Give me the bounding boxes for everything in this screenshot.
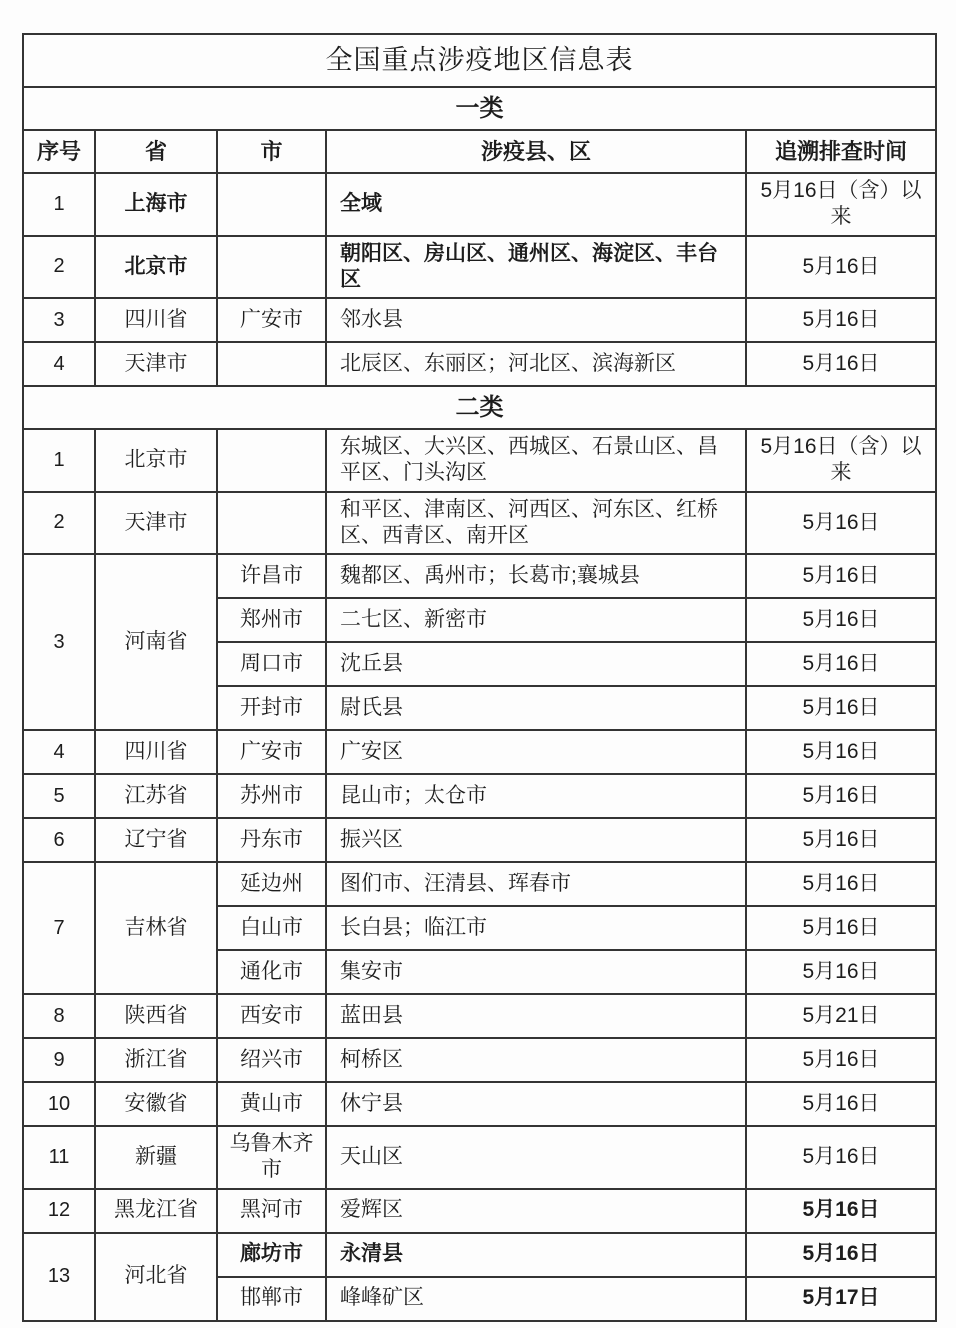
table-row <box>23 342 936 386</box>
cell-index: 2 <box>23 492 95 555</box>
cell-city: 广安市 <box>217 298 326 342</box>
header-row <box>23 130 936 173</box>
cell-city: 绍兴市 <box>217 1038 326 1082</box>
cell-time: 5月21日 <box>746 994 936 1038</box>
cell-province: 天津市 <box>95 492 217 555</box>
cell-province: 江苏省 <box>95 774 217 818</box>
cell-city: 乌鲁木齐市 <box>217 1126 326 1189</box>
cell-index: 1 <box>23 173 95 236</box>
cell-time: 5月16日 <box>746 774 936 818</box>
cell-index: 3 <box>23 298 95 342</box>
cell-city <box>217 492 326 555</box>
cell-time: 5月16日 <box>746 1189 936 1233</box>
table-row <box>23 173 936 236</box>
cell-province: 新疆 <box>95 1126 217 1189</box>
table-row <box>23 1082 936 1126</box>
table-row <box>23 1233 936 1277</box>
cell-city <box>217 342 326 386</box>
cell-areas: 爱辉区 <box>326 1189 746 1233</box>
cell-province: 陕西省 <box>95 994 217 1038</box>
cell-index: 2 <box>23 236 95 299</box>
table-title-row <box>23 34 936 87</box>
cell-city: 西安市 <box>217 994 326 1038</box>
cell-time: 5月16日（含）以来 <box>746 173 936 236</box>
cell-province: 浙江省 <box>95 1038 217 1082</box>
cell-time: 5月16日 <box>746 598 936 642</box>
cell-time: 5月16日 <box>746 950 936 994</box>
cell-time: 5月17日 <box>746 1277 936 1321</box>
cell-areas: 振兴区 <box>326 818 746 862</box>
table-row <box>23 1189 936 1233</box>
cell-province: 四川省 <box>95 730 217 774</box>
table-row <box>23 862 936 906</box>
cell-areas: 天山区 <box>326 1126 746 1189</box>
col-header-time: 追溯排查时间 <box>746 130 936 173</box>
cell-city <box>217 173 326 236</box>
cell-index: 1 <box>23 429 95 492</box>
cell-areas: 尉氏县 <box>326 686 746 730</box>
cell-time: 5月16日 <box>746 642 936 686</box>
cell-city: 开封市 <box>217 686 326 730</box>
cell-time: 5月16日 <box>746 236 936 299</box>
cell-time: 5月16日 <box>746 1038 936 1082</box>
col-header-province: 省 <box>95 130 217 173</box>
cell-city: 通化市 <box>217 950 326 994</box>
table-body <box>23 34 936 1321</box>
cell-time: 5月16日 <box>746 1233 936 1277</box>
table-row <box>23 236 936 299</box>
cell-city: 广安市 <box>217 730 326 774</box>
cell-time: 5月16日 <box>746 730 936 774</box>
cell-province: 四川省 <box>95 298 217 342</box>
cell-city: 邯郸市 <box>217 1277 326 1321</box>
cell-province: 天津市 <box>95 342 217 386</box>
cell-index: 9 <box>23 1038 95 1082</box>
cell-time: 5月16日 <box>746 554 936 598</box>
table-row <box>23 298 936 342</box>
col-header-areas: 涉疫县、区 <box>326 130 746 173</box>
col-header-city: 市 <box>217 130 326 173</box>
cell-index: 11 <box>23 1126 95 1189</box>
cell-areas: 图们市、汪清县、珲春市 <box>326 862 746 906</box>
section-band-row <box>23 386 936 429</box>
cell-time: 5月16日 <box>746 818 936 862</box>
cell-areas: 魏都区、禹州市；长葛市;襄城县 <box>326 554 746 598</box>
cell-province: 河北省 <box>95 1233 217 1321</box>
cell-index: 10 <box>23 1082 95 1126</box>
cell-city: 黄山市 <box>217 1082 326 1126</box>
cell-time: 5月16日 <box>746 862 936 906</box>
cell-time: 5月16日 <box>746 298 936 342</box>
cell-areas: 北辰区、东丽区；河北区、滨海新区 <box>326 342 746 386</box>
table-row <box>23 554 936 598</box>
cell-areas: 邻水县 <box>326 298 746 342</box>
cell-areas: 东城区、大兴区、西城区、石景山区、昌平区、门头沟区 <box>326 429 746 492</box>
cell-province: 北京市 <box>95 236 217 299</box>
cell-areas: 集安市 <box>326 950 746 994</box>
epidemic-areas-table <box>22 33 937 1322</box>
cell-city: 许昌市 <box>217 554 326 598</box>
cell-index: 13 <box>23 1233 95 1321</box>
cell-time: 5月16日 <box>746 492 936 555</box>
table-row <box>23 1038 936 1082</box>
col-header-index: 序号 <box>23 130 95 173</box>
cell-city: 白山市 <box>217 906 326 950</box>
section-label: 二类 <box>23 386 936 429</box>
cell-time: 5月16日 <box>746 342 936 386</box>
cell-city: 郑州市 <box>217 598 326 642</box>
cell-province: 北京市 <box>95 429 217 492</box>
cell-time: 5月16日 <box>746 1082 936 1126</box>
cell-areas: 休宁县 <box>326 1082 746 1126</box>
cell-time: 5月16日（含）以来 <box>746 429 936 492</box>
cell-areas: 蓝田县 <box>326 994 746 1038</box>
cell-areas: 沈丘县 <box>326 642 746 686</box>
cell-areas: 峰峰矿区 <box>326 1277 746 1321</box>
cell-city: 苏州市 <box>217 774 326 818</box>
cell-city: 廊坊市 <box>217 1233 326 1277</box>
section-band-row <box>23 87 936 130</box>
cell-city <box>217 429 326 492</box>
cell-province: 吉林省 <box>95 862 217 994</box>
section-label: 一类 <box>23 87 936 130</box>
cell-areas: 朝阳区、房山区、通州区、海淀区、丰台区 <box>326 236 746 299</box>
cell-areas: 长白县；临江市 <box>326 906 746 950</box>
cell-province: 辽宁省 <box>95 818 217 862</box>
cell-index: 7 <box>23 862 95 994</box>
cell-index: 6 <box>23 818 95 862</box>
cell-province: 安徽省 <box>95 1082 217 1126</box>
cell-index: 5 <box>23 774 95 818</box>
cell-index: 4 <box>23 730 95 774</box>
cell-province: 河南省 <box>95 554 217 730</box>
table-row <box>23 492 936 555</box>
cell-time: 5月16日 <box>746 906 936 950</box>
table-row <box>23 818 936 862</box>
cell-areas: 和平区、津南区、河西区、河东区、红桥区、西青区、南开区 <box>326 492 746 555</box>
cell-areas: 广安区 <box>326 730 746 774</box>
table-title: 全国重点涉疫地区信息表 <box>23 34 936 87</box>
cell-province: 上海市 <box>95 173 217 236</box>
cell-index: 12 <box>23 1189 95 1233</box>
cell-province: 黑龙江省 <box>95 1189 217 1233</box>
cell-time: 5月16日 <box>746 686 936 730</box>
cell-city: 周口市 <box>217 642 326 686</box>
cell-index: 3 <box>23 554 95 730</box>
table-row <box>23 774 936 818</box>
cell-city: 延边州 <box>217 862 326 906</box>
cell-areas: 全域 <box>326 173 746 236</box>
cell-city: 黑河市 <box>217 1189 326 1233</box>
cell-index: 8 <box>23 994 95 1038</box>
table-row <box>23 730 936 774</box>
cell-areas: 昆山市；太仓市 <box>326 774 746 818</box>
cell-index: 4 <box>23 342 95 386</box>
cell-areas: 柯桥区 <box>326 1038 746 1082</box>
table-row <box>23 994 936 1038</box>
cell-city: 丹东市 <box>217 818 326 862</box>
cell-areas: 二七区、新密市 <box>326 598 746 642</box>
cell-time: 5月16日 <box>746 1126 936 1189</box>
table-row <box>23 429 936 492</box>
cell-areas: 永清县 <box>326 1233 746 1277</box>
table-row <box>23 1126 936 1189</box>
cell-city <box>217 236 326 299</box>
